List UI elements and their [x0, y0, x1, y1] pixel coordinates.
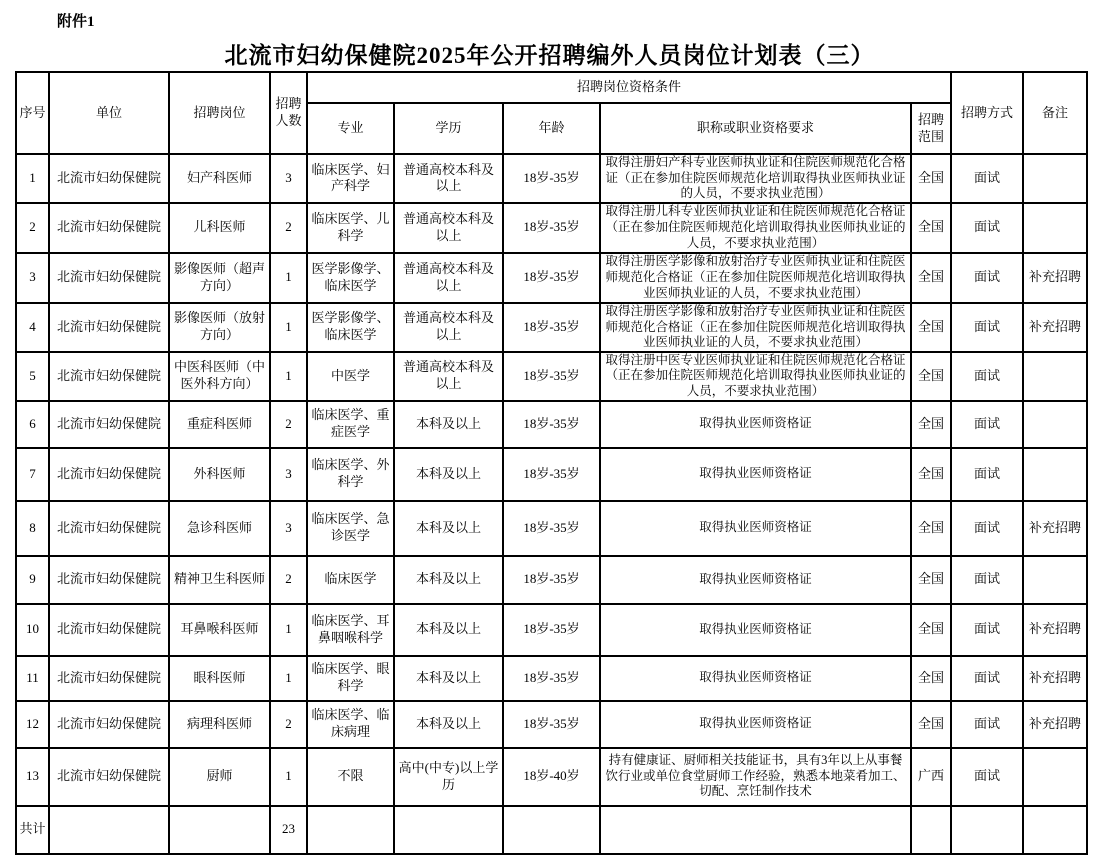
cell-unit: 北流市妇幼保健院: [49, 203, 169, 253]
cell-requirement: 取得注册医学影像和放射治疗专业医师执业证和住院医师规范化合格证（正在参加住院医师规范化培训取得执业医师执业证的人员，不要求执业范围）: [600, 253, 911, 303]
header-requirement: 职称或职业资格要求: [600, 103, 911, 154]
total-position-cell: [169, 806, 270, 854]
cell-unit: 北流市妇幼保健院: [49, 448, 169, 501]
cell-age: 18岁-35岁: [503, 401, 600, 448]
cell-unit: 北流市妇幼保健院: [49, 556, 169, 604]
cell-education: 普通高校本科及以上: [394, 253, 503, 303]
cell-method: 面试: [951, 352, 1023, 401]
cell-requirement: 取得注册儿科专业医师执业证和住院医师规范化合格证（正在参加住院医师规范化培训取得执业医师执业证的人员，不要求执业范围）: [600, 203, 911, 253]
cell-education: 普通高校本科及以上: [394, 154, 503, 203]
cell-education: 本科及以上: [394, 604, 503, 656]
total-label: 共计: [16, 806, 49, 854]
cell-age: 18岁-35岁: [503, 154, 600, 203]
cell-method: 面试: [951, 556, 1023, 604]
header-remark: 备注: [1023, 72, 1087, 154]
cell-age: 18岁-35岁: [503, 253, 600, 303]
cell-education: 本科及以上: [394, 656, 503, 701]
cell-position: 急诊科医师: [169, 501, 270, 556]
cell-remark: 补充招聘: [1023, 701, 1087, 748]
table-row: [16, 748, 1087, 806]
cell-position: 儿科医师: [169, 203, 270, 253]
header-method: 招聘方式: [951, 72, 1023, 154]
table-row: [16, 352, 1087, 401]
cell-age: 18岁-35岁: [503, 203, 600, 253]
cell-age: 18岁-35岁: [503, 556, 600, 604]
cell-requirement: 取得执业医师资格证: [600, 448, 911, 501]
cell-position: 眼科医师: [169, 656, 270, 701]
cell-method: 面试: [951, 604, 1023, 656]
cell-requirement: 取得执业医师资格证: [600, 656, 911, 701]
header-qualification-group: 招聘岗位资格条件: [307, 72, 951, 103]
cell-education: 普通高校本科及以上: [394, 303, 503, 352]
cell-unit: 北流市妇幼保健院: [49, 656, 169, 701]
cell-unit: 北流市妇幼保健院: [49, 352, 169, 401]
cell-no: 13: [16, 748, 49, 806]
cell-position: 影像医师（放射方向）: [169, 303, 270, 352]
cell-education: 高中(中专)以上学历: [394, 748, 503, 806]
cell-age: 18岁-40岁: [503, 748, 600, 806]
table-row: [16, 604, 1087, 656]
table-row: [16, 656, 1087, 701]
cell-count: 1: [270, 604, 307, 656]
total-unit-cell: [49, 806, 169, 854]
cell-no: 7: [16, 448, 49, 501]
cell-remark: 补充招聘: [1023, 253, 1087, 303]
cell-major: 临床医学、耳鼻咽喉科学: [307, 604, 394, 656]
header-unit: 单位: [49, 72, 169, 154]
total-row: [16, 806, 1087, 854]
cell-major: 临床医学、重症医学: [307, 401, 394, 448]
cell-remark: [1023, 154, 1087, 203]
cell-education: 普通高校本科及以上: [394, 352, 503, 401]
cell-unit: 北流市妇幼保健院: [49, 303, 169, 352]
cell-scope: 全国: [911, 656, 951, 701]
cell-position: 耳鼻喉科医师: [169, 604, 270, 656]
cell-count: 1: [270, 656, 307, 701]
header-count: 招聘人数: [270, 72, 307, 154]
table-header: [16, 72, 1087, 154]
cell-major: 医学影像学、临床医学: [307, 303, 394, 352]
cell-scope: 全国: [911, 701, 951, 748]
cell-education: 本科及以上: [394, 401, 503, 448]
cell-age: 18岁-35岁: [503, 501, 600, 556]
cell-method: 面试: [951, 656, 1023, 701]
cell-unit: 北流市妇幼保健院: [49, 253, 169, 303]
cell-major: 临床医学、妇产科学: [307, 154, 394, 203]
cell-remark: 补充招聘: [1023, 501, 1087, 556]
cell-scope: 全国: [911, 448, 951, 501]
cell-unit: 北流市妇幼保健院: [49, 604, 169, 656]
cell-remark: 补充招聘: [1023, 656, 1087, 701]
cell-count: 1: [270, 303, 307, 352]
cell-position: 厨师: [169, 748, 270, 806]
cell-scope: 全国: [911, 303, 951, 352]
table-row: [16, 253, 1087, 303]
cell-remark: [1023, 352, 1087, 401]
cell-major: 不限: [307, 748, 394, 806]
cell-position: 外科医师: [169, 448, 270, 501]
table-row: [16, 401, 1087, 448]
cell-remark: 补充招聘: [1023, 303, 1087, 352]
cell-count: 3: [270, 154, 307, 203]
total-remark-cell: [1023, 806, 1087, 854]
table-row: [16, 556, 1087, 604]
cell-no: 1: [16, 154, 49, 203]
cell-requirement: 取得执业医师资格证: [600, 556, 911, 604]
cell-major: 临床医学、眼科学: [307, 656, 394, 701]
cell-unit: 北流市妇幼保健院: [49, 501, 169, 556]
cell-requirement: 取得执业医师资格证: [600, 701, 911, 748]
cell-education: 普通高校本科及以上: [394, 203, 503, 253]
cell-unit: 北流市妇幼保健院: [49, 748, 169, 806]
total-age-cell: [503, 806, 600, 854]
cell-major: 临床医学、临床病理: [307, 701, 394, 748]
cell-scope: 全国: [911, 401, 951, 448]
cell-age: 18岁-35岁: [503, 303, 600, 352]
cell-remark: [1023, 748, 1087, 806]
table-row: [16, 701, 1087, 748]
table-row: [16, 448, 1087, 501]
cell-requirement: 取得注册妇产科专业医师执业证和住院医师规范化合格证（正在参加住院医师规范化培训取得执业医师执业证的人员，不要求执业范围）: [600, 154, 911, 203]
cell-unit: 北流市妇幼保健院: [49, 154, 169, 203]
cell-requirement: 取得注册中医专业医师执业证和住院医师规范化合格证（正在参加住院医师规范化培训取得执业医师执业证的人员，不要求执业范围）: [600, 352, 911, 401]
cell-count: 2: [270, 556, 307, 604]
table-footer: [16, 806, 1087, 854]
cell-age: 18岁-35岁: [503, 701, 600, 748]
cell-position: 重症科医师: [169, 401, 270, 448]
cell-count: 2: [270, 701, 307, 748]
cell-position: 病理科医师: [169, 701, 270, 748]
cell-method: 面试: [951, 203, 1023, 253]
total-method-cell: [951, 806, 1023, 854]
header-no: 序号: [16, 72, 49, 154]
recruitment-plan-table: [15, 71, 1088, 855]
header-row-top: [16, 72, 1087, 103]
cell-no: 11: [16, 656, 49, 701]
cell-remark: [1023, 448, 1087, 501]
cell-age: 18岁-35岁: [503, 656, 600, 701]
cell-count: 3: [270, 501, 307, 556]
cell-scope: 全国: [911, 604, 951, 656]
cell-remark: [1023, 556, 1087, 604]
table-body: [16, 154, 1087, 806]
cell-no: 9: [16, 556, 49, 604]
cell-position: 影像医师（超声方向）: [169, 253, 270, 303]
header-scope: 招聘范围: [911, 103, 951, 154]
cell-scope: 全国: [911, 501, 951, 556]
cell-scope: 全国: [911, 154, 951, 203]
cell-scope: 广西: [911, 748, 951, 806]
cell-requirement: 持有健康证、厨师相关技能证书，具有3年以上从事餐饮行业或单位食堂厨师工作经验，熟悉本地菜肴加工、切配、烹饪制作技术: [600, 748, 911, 806]
total-requirement-cell: [600, 806, 911, 854]
cell-count: 1: [270, 352, 307, 401]
total-major-cell: [307, 806, 394, 854]
cell-major: 临床医学: [307, 556, 394, 604]
cell-major: 临床医学、外科学: [307, 448, 394, 501]
cell-unit: 北流市妇幼保健院: [49, 701, 169, 748]
cell-method: 面试: [951, 748, 1023, 806]
cell-no: 4: [16, 303, 49, 352]
cell-method: 面试: [951, 253, 1023, 303]
cell-scope: 全国: [911, 203, 951, 253]
cell-no: 2: [16, 203, 49, 253]
attachment-label: 附件1: [57, 14, 95, 30]
cell-major: 中医学: [307, 352, 394, 401]
cell-count: 1: [270, 253, 307, 303]
header-age: 年龄: [503, 103, 600, 154]
cell-education: 本科及以上: [394, 448, 503, 501]
cell-count: 2: [270, 401, 307, 448]
header-education: 学历: [394, 103, 503, 154]
cell-scope: 全国: [911, 352, 951, 401]
cell-no: 10: [16, 604, 49, 656]
total-scope-cell: [911, 806, 951, 854]
cell-remark: 补充招聘: [1023, 604, 1087, 656]
cell-requirement: 取得执业医师资格证: [600, 501, 911, 556]
cell-requirement: 取得执业医师资格证: [600, 604, 911, 656]
cell-education: 本科及以上: [394, 501, 503, 556]
cell-requirement: 取得执业医师资格证: [600, 401, 911, 448]
cell-no: 12: [16, 701, 49, 748]
cell-age: 18岁-35岁: [503, 604, 600, 656]
cell-method: 面试: [951, 501, 1023, 556]
cell-count: 2: [270, 203, 307, 253]
cell-remark: [1023, 401, 1087, 448]
cell-method: 面试: [951, 303, 1023, 352]
cell-requirement: 取得注册医学影像和放射治疗专业医师执业证和住院医师规范化合格证（正在参加住院医师规范化培训取得执业医师执业证的人员，不要求执业范围）: [600, 303, 911, 352]
cell-education: 本科及以上: [394, 556, 503, 604]
table-row: [16, 203, 1087, 253]
cell-method: 面试: [951, 448, 1023, 501]
cell-major: 临床医学、急诊医学: [307, 501, 394, 556]
table-row: [16, 501, 1087, 556]
cell-method: 面试: [951, 154, 1023, 203]
cell-no: 3: [16, 253, 49, 303]
header-position: 招聘岗位: [169, 72, 270, 154]
cell-major: 医学影像学、临床医学: [307, 253, 394, 303]
cell-education: 本科及以上: [394, 701, 503, 748]
cell-count: 1: [270, 748, 307, 806]
cell-no: 8: [16, 501, 49, 556]
cell-scope: 全国: [911, 253, 951, 303]
total-education-cell: [394, 806, 503, 854]
cell-remark: [1023, 203, 1087, 253]
cell-count: 3: [270, 448, 307, 501]
cell-age: 18岁-35岁: [503, 352, 600, 401]
table-row: [16, 154, 1087, 203]
cell-position: 妇产科医师: [169, 154, 270, 203]
cell-method: 面试: [951, 701, 1023, 748]
cell-no: 6: [16, 401, 49, 448]
page-title: 北流市妇幼保健院2025年公开招聘编外人员岗位计划表（三）: [224, 43, 875, 68]
cell-method: 面试: [951, 401, 1023, 448]
cell-no: 5: [16, 352, 49, 401]
total-count: 23: [270, 806, 307, 854]
cell-position: 中医科医师（中医外科方向）: [169, 352, 270, 401]
cell-age: 18岁-35岁: [503, 448, 600, 501]
cell-position: 精神卫生科医师: [169, 556, 270, 604]
cell-unit: 北流市妇幼保健院: [49, 401, 169, 448]
table-row: [16, 303, 1087, 352]
cell-major: 临床医学、儿科学: [307, 203, 394, 253]
cell-scope: 全国: [911, 556, 951, 604]
header-major: 专业: [307, 103, 394, 154]
